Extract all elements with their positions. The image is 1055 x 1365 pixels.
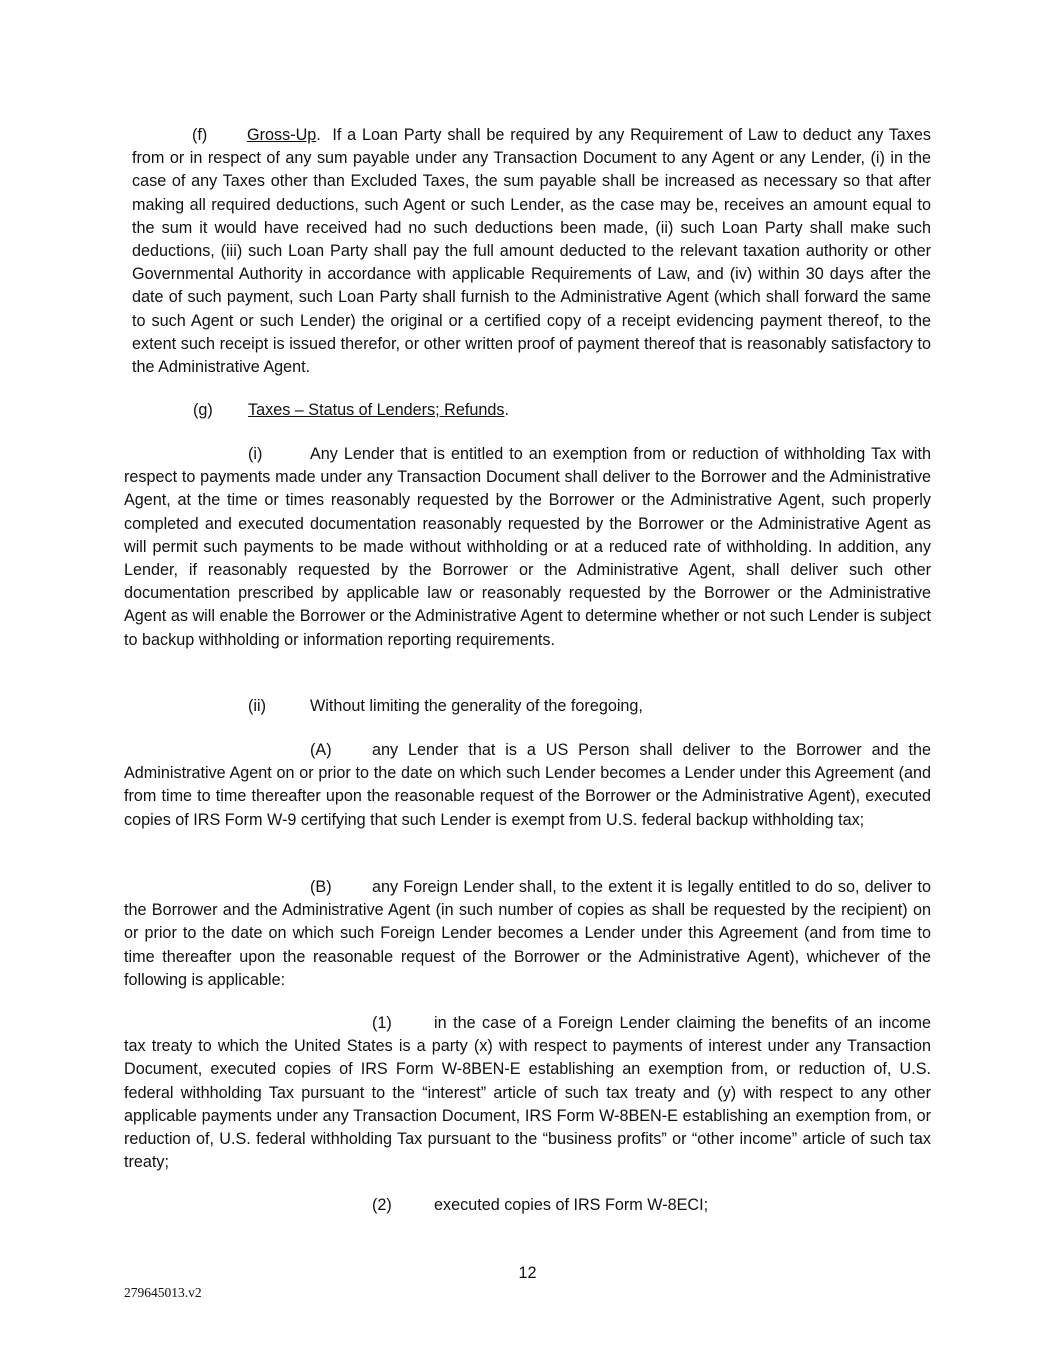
item-1-text: in the case of a Foreign Lender claiming the benefits of an income tax treaty to which the United States is a party (x) with respect to payments of interest under any Transaction Document, executed copies of IRS Form W-8BEN-E establishing an exemption from, or reduction of, U.S. federal withholding Tax pursuant to the “interest” article of such tax treaty and (y) with respect to any other applicable payments under any Transaction Document, IRS Form W-8BEN-E establishing an exemption from, or reduction of, U.S. federal withholding Tax pursuant to the “business profits” or “other income” article of such tax treaty; — [124, 1014, 931, 1172]
item-a-text: any Lender that is a US Person shall deliver to the Borrower and the Administrative Agent on or prior to the date on which such Lender becomes a Lender under this Agreement (and from time to time thereafter upon the reasonable request of the Borrower or the Administrative Agent), executed copies of IRS Form W-9 certifying that such Lender is exempt from U.S. federal backup withholding tax; — [124, 741, 931, 829]
item-a-label: (A) — [310, 741, 332, 759]
section-f-paragraph — [132, 124, 931, 379]
document-id: 279645013.v2 — [124, 1285, 202, 1300]
item-b-paragraph — [124, 876, 931, 992]
section-f-title: Gross-Up — [247, 126, 317, 144]
section-g-heading — [124, 399, 509, 422]
section-g-title: Taxes – Status of Lenders; Refunds — [248, 401, 505, 419]
item-ii-label: (ii) — [248, 697, 266, 715]
item-a-paragraph — [124, 739, 931, 832]
section-g-title-punct: . — [504, 401, 509, 419]
section-f-label: (f) — [192, 126, 208, 144]
item-i-text: Any Lender that is entitled to an exemption from or reduction of withholding Tax with respect to payments made under any Transaction Document shall deliver to the Borrower and the Administrative Agent, at the time or times reasonably requested by the Borrower or the Administrative Agent, such properly completed and executed documentation reasonably requested by the Borrower or the Administrative Agent as will permit such payments to be made without withholding or at a reduced rate of withholding. In addition, any Lender, if reasonably requested by the Borrower or the Administrative Agent, shall deliver such other documentation prescribed by applicable law or reasonably requested by the Borrower or the Administrative Agent as will enable the Borrower or the Administrative Agent to determine whether or not such Lender is subject to backup withholding or information reporting requirements. — [124, 445, 931, 649]
item-b-text: any Foreign Lender shall, to the extent it is legally entitled to do so, deliver to the Borrower and the Administrative Agent (in such number of copies as shall be requested by the recipient) on or prior to the date on which such Foreign Lender becomes a Lender under this Agreement (and from time to time thereafter upon the reasonable request of the Borrower or the Administrative Agent), whichever of the following is applicable: — [124, 878, 931, 989]
item-1-paragraph — [124, 1012, 931, 1174]
page-number: 12 — [518, 1264, 537, 1282]
item-ii-text: Without limiting the generality of the foregoing, — [310, 697, 643, 715]
section-f-title-punct: . — [316, 126, 321, 144]
section-g-label: (g) — [193, 401, 213, 419]
item-i-paragraph — [124, 443, 931, 652]
item-1-label: (1) — [372, 1014, 392, 1032]
section-f-text: If a Loan Party shall be required by any Requirement of Law to deduct any Taxes from or in respect of any sum payable under any Transaction Document to any Agent or any Lender, (i) in the case of any Taxes other than Excluded Taxes, the sum payable shall be increased as necessary so that after making all required deductions, such Agent or such Lender, as the case may be, receives an amount equal to the sum it would have received had no such deductions been made, (ii) such Loan Party shall make such deductions, (iii) such Loan Party shall pay the full amount deducted to the relevant taxation authority or other Governmental Authority in accordance with applicable Requirements of Law, and (iv) within 30 days after the date of such payment, such Loan Party shall furnish to the Administrative Agent (which shall forward the same to such Agent or such Lender) the original or a certified copy of a receipt evidencing payment thereof, to the extent such receipt is issued therefor, or other written proof of payment thereof that is reasonably satisfactory to the Administrative Agent. — [132, 126, 931, 377]
item-b-label: (B) — [310, 878, 332, 896]
item-2-paragraph — [124, 1194, 708, 1217]
item-ii-paragraph — [124, 695, 643, 718]
item-2-text: executed copies of IRS Form W-8ECI; — [434, 1196, 709, 1214]
item-i-label: (i) — [248, 445, 263, 463]
item-2-label: (2) — [372, 1196, 392, 1214]
